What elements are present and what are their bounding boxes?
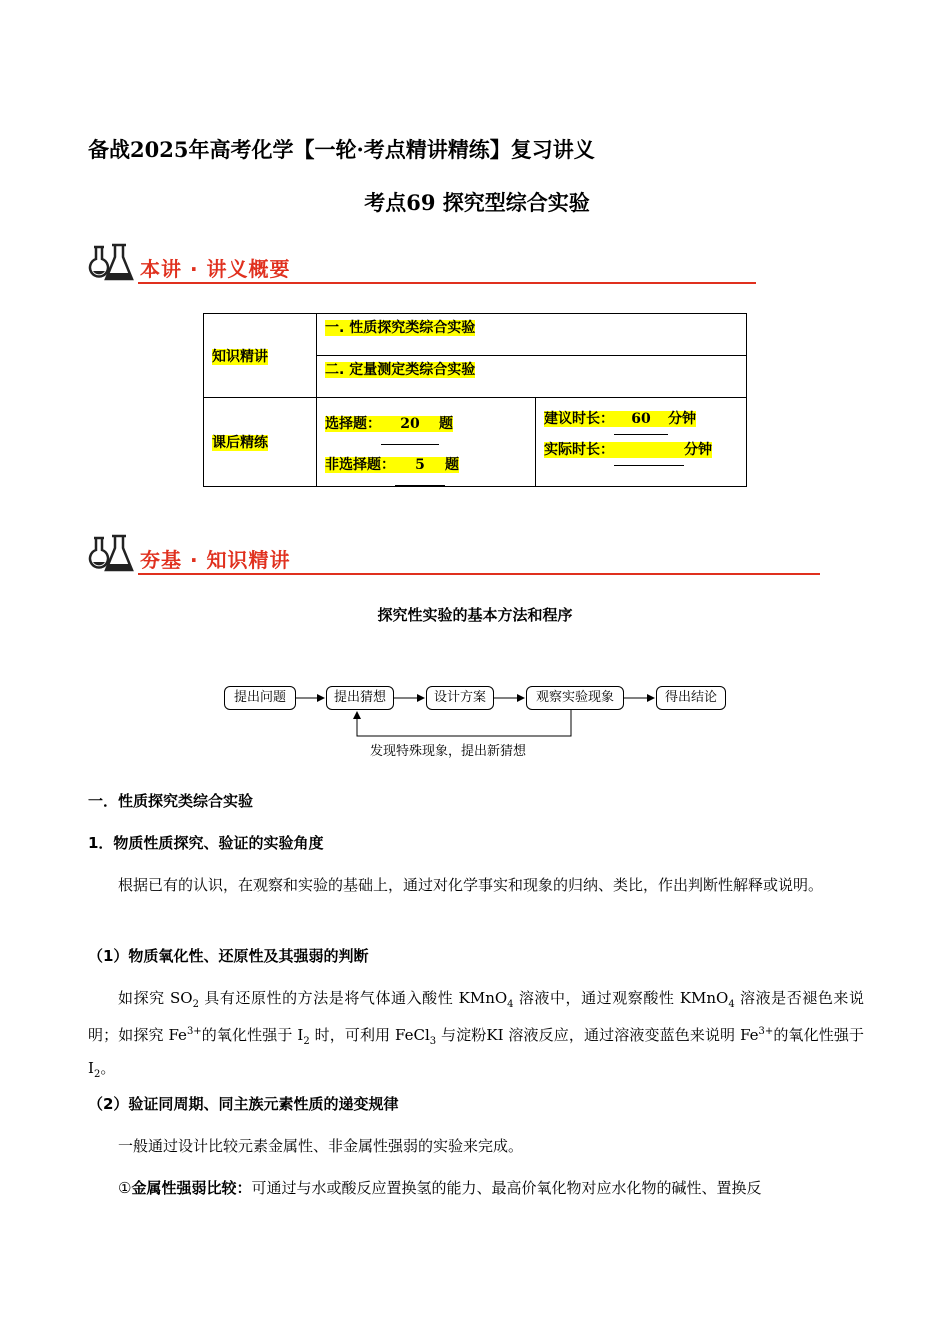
knowledge-label-cell — [204, 314, 317, 398]
flow-title: 探究性实验的基本方法和程序 — [377, 606, 573, 624]
heading-1b: （2）验证同周期、同主族元素性质的递变规律 — [88, 1095, 399, 1113]
feedback-arrow — [357, 710, 571, 736]
suggest-label: 建议时长： — [544, 411, 614, 427]
flow-step-3: 设计方案 — [426, 686, 494, 710]
overview-table — [203, 313, 747, 487]
flask-icon — [88, 532, 136, 576]
suggest-unit: 分钟 — [668, 411, 696, 427]
section-label: 夯基 · 知识精讲 — [140, 548, 291, 572]
heading-1: 1．物质性质探究、验证的实验角度 — [88, 834, 324, 852]
flow-step-2: 提出猜想 — [326, 686, 394, 710]
actual-label: 实际时长： — [544, 442, 614, 458]
knowledge-item-1-cell — [317, 314, 747, 356]
nonchoice-count: 5 — [395, 445, 445, 486]
nonchoice-label: 非选择题： — [325, 457, 395, 473]
item-bold: 金属性强弱比较： — [131, 1179, 252, 1197]
flow-step-4: 观察实验现象 — [526, 686, 624, 710]
choice-unit: 题 — [439, 416, 453, 432]
paragraph-2: 如探究 $SO_2$ 具有还原性的方法是将气体通入酸性 KMnO$_4$ 溶液中，通过观察酸性 KMnO$_4$ 溶液是否褪色来说明；如探究 $Fe^{3+}$的氧化性强于 $I_2$ 时，可利用 FeCl$_3$ 与淀粉KI 溶液反应，通过溶液变蓝色来说明 $Fe^{3+}$的氧化性强于 $I_2$。 — [88, 989, 864, 1080]
document-title: 备战2025年高考化学【一轮·考点精讲精练】复习讲义 — [88, 137, 595, 162]
heading-1a: （1）物质氧化性、还原性及其强弱的判断 — [88, 947, 369, 965]
knowledge-label: 知识精讲 — [212, 348, 268, 365]
heading-one: 一．性质探究类综合实验 — [88, 792, 254, 810]
actual-unit: 分钟 — [684, 442, 712, 458]
section-rule — [138, 282, 756, 284]
flow-step-5: 得出结论 — [656, 686, 726, 710]
practice-label: 课后精练 — [212, 435, 268, 451]
paragraph-3: 一般通过设计比较元素金属性、非金属性强弱的实验来完成。 — [118, 1137, 524, 1155]
item-text: 可通过与水或酸反应置换氢的能力、最高价氧化物对应水化物的碱性、置换反 — [251, 1179, 762, 1197]
question-count-cell — [317, 398, 536, 487]
knowledge-item-2-cell — [317, 356, 747, 398]
topic-title: 考点69 探究型综合实验 — [364, 190, 590, 215]
flask-icon — [88, 241, 136, 285]
knowledge-item-2: 二. 定量测定类综合实验 — [325, 362, 476, 378]
section-header-knowledge — [88, 532, 823, 578]
choice-label: 选择题： — [325, 416, 381, 432]
item-number: ① — [118, 1179, 132, 1197]
choice-count: 20 — [381, 404, 439, 445]
suggest-minutes: 60 — [614, 404, 668, 435]
actual-minutes — [614, 435, 684, 466]
practice-label-cell — [204, 398, 317, 487]
paragraph-4 — [88, 1175, 864, 1202]
duration-cell — [536, 398, 747, 487]
section-rule — [138, 573, 820, 575]
paragraph-1: 根据已有的认识，在观察和实验的基础上，通过对化学事实和现象的归纳、类比，作出判断性解释或说明。 — [118, 876, 824, 894]
section-label: 本讲 · 讲义概要 — [140, 257, 291, 281]
section-header-overview — [88, 241, 758, 287]
nonchoice-unit: 题 — [445, 457, 459, 473]
flow-step-1: 提出问题 — [224, 686, 296, 710]
flow-feedback-label: 发现特殊现象，提出新猜想 — [370, 744, 527, 759]
knowledge-item-1: 一. 性质探究类综合实验 — [325, 320, 476, 336]
